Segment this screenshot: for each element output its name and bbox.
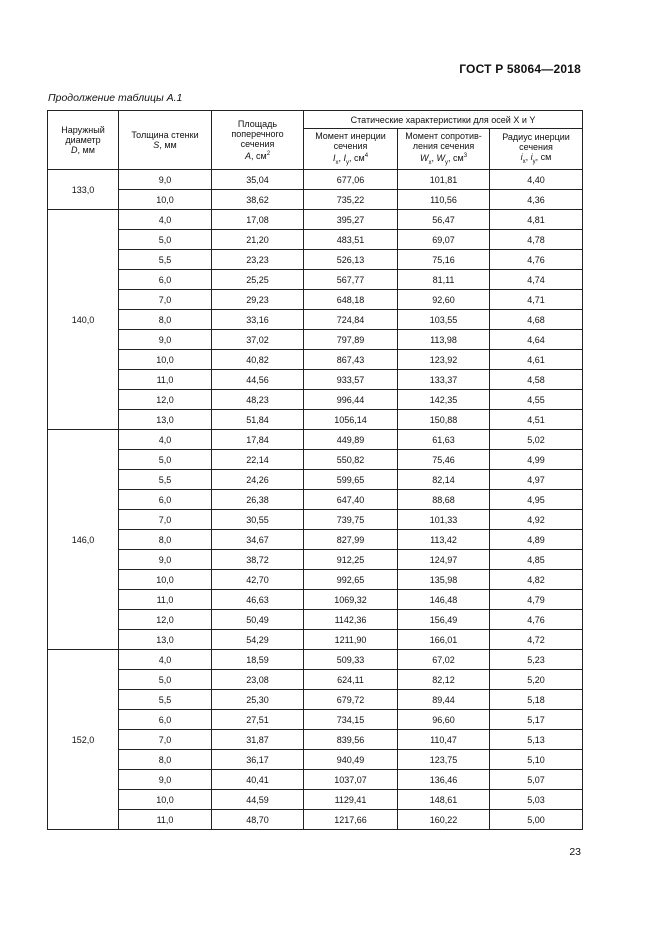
radius-cell: 4,99 xyxy=(490,450,583,470)
radius-cell: 4,76 xyxy=(490,610,583,630)
resistance-cell: 160,22 xyxy=(398,810,490,830)
area-cell: 21,20 xyxy=(212,230,304,250)
thickness-cell: 10,0 xyxy=(119,570,212,590)
inertia-cell: 550,82 xyxy=(304,450,398,470)
table-row xyxy=(48,270,583,290)
resistance-cell: 61,63 xyxy=(398,430,490,450)
radius-cell: 5,18 xyxy=(490,690,583,710)
area-cell: 48,23 xyxy=(212,390,304,410)
inertia-cell: 992,65 xyxy=(304,570,398,590)
header-diameter xyxy=(48,111,119,170)
thickness-cell: 8,0 xyxy=(119,750,212,770)
header-diameter-var: D xyxy=(71,145,78,155)
thickness-cell: 5,5 xyxy=(119,690,212,710)
inertia-cell: 739,75 xyxy=(304,510,398,530)
area-cell: 26,38 xyxy=(212,490,304,510)
thickness-cell: 5,5 xyxy=(119,250,212,270)
area-cell: 42,70 xyxy=(212,570,304,590)
resistance-cell: 166,01 xyxy=(398,630,490,650)
header-radius-s1: x xyxy=(522,158,526,165)
header-thickness-line1: Толщина стенки xyxy=(131,130,199,140)
thickness-cell: 7,0 xyxy=(119,290,212,310)
area-cell: 31,87 xyxy=(212,730,304,750)
radius-cell: 4,36 xyxy=(490,190,583,210)
area-cell: 25,30 xyxy=(212,690,304,710)
inertia-cell: 996,44 xyxy=(304,390,398,410)
header-area-var: A xyxy=(244,151,251,161)
radius-cell: 4,79 xyxy=(490,590,583,610)
inertia-cell: 839,56 xyxy=(304,730,398,750)
table-row xyxy=(48,490,583,510)
diameter-cell: 152,0 xyxy=(48,650,119,830)
document-standard-header: ГОСТ Р 58064—2018 xyxy=(459,62,581,76)
resistance-cell: 56,47 xyxy=(398,210,490,230)
inertia-cell: 679,72 xyxy=(304,690,398,710)
area-cell: 54,29 xyxy=(212,630,304,650)
table-row xyxy=(48,570,583,590)
radius-cell: 5,07 xyxy=(490,770,583,790)
inertia-cell: 567,77 xyxy=(304,270,398,290)
header-resistance-line1: Момент сопротив- xyxy=(405,130,482,141)
thickness-cell: 8,0 xyxy=(119,310,212,330)
area-cell: 51,84 xyxy=(212,410,304,430)
inertia-cell: 648,18 xyxy=(304,290,398,310)
resistance-cell: 103,55 xyxy=(398,310,490,330)
resistance-cell: 75,46 xyxy=(398,450,490,470)
table-row xyxy=(48,390,583,410)
inertia-cell: 1069,32 xyxy=(304,590,398,610)
thickness-cell: 10,0 xyxy=(119,350,212,370)
thickness-cell: 6,0 xyxy=(119,270,212,290)
header-resistance-unit: , см xyxy=(447,152,464,163)
inertia-cell: 1056,14 xyxy=(304,410,398,430)
area-cell: 38,72 xyxy=(212,550,304,570)
table-row xyxy=(48,810,583,830)
radius-cell: 4,58 xyxy=(490,370,583,390)
table-row xyxy=(48,790,583,810)
table-row xyxy=(48,730,583,750)
header-radius-v1: i xyxy=(520,151,523,162)
diameter-cell: 133,0 xyxy=(48,170,119,210)
area-cell: 37,02 xyxy=(212,330,304,350)
inertia-cell: 1129,41 xyxy=(304,790,398,810)
header-thickness-var: S xyxy=(153,140,160,150)
table-row xyxy=(48,190,583,210)
resistance-cell: 82,12 xyxy=(398,670,490,690)
header-resistance-v2: W xyxy=(436,152,445,163)
thickness-cell: 4,0 xyxy=(119,650,212,670)
inertia-cell: 483,51 xyxy=(304,230,398,250)
inertia-cell: 933,57 xyxy=(304,370,398,390)
thickness-cell: 9,0 xyxy=(119,550,212,570)
thickness-cell: 9,0 xyxy=(119,770,212,790)
area-cell: 34,67 xyxy=(212,530,304,550)
radius-cell: 4,81 xyxy=(490,210,583,230)
header-resistance xyxy=(398,129,490,170)
diameter-cell: 146,0 xyxy=(48,430,119,650)
table-row xyxy=(48,210,583,230)
thickness-cell: 6,0 xyxy=(119,490,212,510)
header-area-line3: сечения xyxy=(240,139,275,149)
header-resistance-v1: W xyxy=(419,152,429,163)
inertia-cell: 677,06 xyxy=(304,170,398,190)
header-resistance-sep: , xyxy=(431,152,437,163)
header-resistance-exp: 3 xyxy=(463,152,468,159)
resistance-cell: 82,14 xyxy=(398,470,490,490)
header-inertia-s2: y xyxy=(346,159,349,166)
header-radius-line2: сечения xyxy=(519,141,553,152)
thickness-cell: 5,5 xyxy=(119,470,212,490)
thickness-cell: 9,0 xyxy=(119,330,212,350)
properties-table xyxy=(47,110,583,830)
resistance-cell: 123,92 xyxy=(398,350,490,370)
radius-cell: 4,61 xyxy=(490,350,583,370)
radius-cell: 4,97 xyxy=(490,470,583,490)
thickness-cell: 8,0 xyxy=(119,530,212,550)
header-inertia-v2: I xyxy=(343,152,346,163)
thickness-cell: 11,0 xyxy=(119,370,212,390)
thickness-cell: 5,0 xyxy=(119,450,212,470)
resistance-cell: 75,16 xyxy=(398,250,490,270)
radius-cell: 4,74 xyxy=(490,270,583,290)
table-row xyxy=(48,550,583,570)
inertia-cell: 940,49 xyxy=(304,750,398,770)
thickness-cell: 10,0 xyxy=(119,790,212,810)
inertia-cell: 1217,66 xyxy=(304,810,398,830)
header-thickness-unit: , мм xyxy=(159,140,177,150)
table-row xyxy=(48,530,583,550)
resistance-cell: 96,60 xyxy=(398,710,490,730)
radius-cell: 4,95 xyxy=(490,490,583,510)
header-diameter-unit: , мм xyxy=(77,145,95,155)
radius-cell: 4,68 xyxy=(490,310,583,330)
resistance-cell: 67,02 xyxy=(398,650,490,670)
area-cell: 44,59 xyxy=(212,790,304,810)
header-resistance-s2: y xyxy=(444,159,448,166)
header-inertia-line2: сечения xyxy=(333,140,368,151)
thickness-cell: 12,0 xyxy=(119,390,212,410)
table-row xyxy=(48,750,583,770)
thickness-cell: 4,0 xyxy=(119,210,212,230)
table-row xyxy=(48,630,583,650)
thickness-cell: 5,0 xyxy=(119,670,212,690)
table-row xyxy=(48,170,583,190)
area-cell: 18,59 xyxy=(212,650,304,670)
header-inertia-line1: Момент инерции xyxy=(315,130,386,141)
inertia-cell: 724,84 xyxy=(304,310,398,330)
header-area-exp: 2 xyxy=(266,151,271,157)
table-row xyxy=(48,710,583,730)
header-inertia-sep: , xyxy=(338,152,344,163)
radius-cell: 5,03 xyxy=(490,790,583,810)
resistance-cell: 113,98 xyxy=(398,330,490,350)
thickness-cell: 13,0 xyxy=(119,630,212,650)
radius-cell: 4,55 xyxy=(490,390,583,410)
resistance-cell: 101,81 xyxy=(398,170,490,190)
resistance-cell: 136,46 xyxy=(398,770,490,790)
table-row xyxy=(48,610,583,630)
table-body xyxy=(48,170,583,830)
radius-cell: 5,00 xyxy=(490,810,583,830)
radius-cell: 5,02 xyxy=(490,430,583,450)
thickness-cell: 11,0 xyxy=(119,810,212,830)
area-cell: 50,49 xyxy=(212,610,304,630)
page-number: 23 xyxy=(569,846,581,858)
area-cell: 48,70 xyxy=(212,810,304,830)
table-row xyxy=(48,350,583,370)
table-row xyxy=(48,230,583,250)
radius-cell: 5,13 xyxy=(490,730,583,750)
resistance-cell: 110,56 xyxy=(398,190,490,210)
resistance-cell: 148,61 xyxy=(398,790,490,810)
area-cell: 25,25 xyxy=(212,270,304,290)
header-area-line2: поперечного xyxy=(231,129,284,139)
table-row xyxy=(48,290,583,310)
radius-cell: 4,82 xyxy=(490,570,583,590)
radius-cell: 5,10 xyxy=(490,750,583,770)
inertia-cell: 734,15 xyxy=(304,710,398,730)
table-row xyxy=(48,330,583,350)
header-area-unit: , см xyxy=(250,151,267,161)
resistance-cell: 142,35 xyxy=(398,390,490,410)
table-row xyxy=(48,650,583,670)
table-row xyxy=(48,430,583,450)
area-cell: 22,14 xyxy=(212,450,304,470)
radius-cell: 4,40 xyxy=(490,170,583,190)
area-cell: 24,26 xyxy=(212,470,304,490)
table-caption: Продолжение таблицы А.1 xyxy=(48,92,183,104)
resistance-cell: 110,47 xyxy=(398,730,490,750)
diameter-cell: 140,0 xyxy=(48,210,119,430)
area-cell: 44,56 xyxy=(212,370,304,390)
header-resistance-line2: ления сечения xyxy=(412,140,475,151)
radius-cell: 5,17 xyxy=(490,710,583,730)
resistance-cell: 88,68 xyxy=(398,490,490,510)
table-row xyxy=(48,670,583,690)
header-resistance-s1: x xyxy=(428,159,432,166)
header-diameter-line1: Наружный xyxy=(61,125,105,135)
thickness-cell: 11,0 xyxy=(119,590,212,610)
inertia-cell: 599,65 xyxy=(304,470,398,490)
header-radius xyxy=(490,129,583,170)
inertia-cell: 867,43 xyxy=(304,350,398,370)
thickness-cell: 5,0 xyxy=(119,230,212,250)
resistance-cell: 146,48 xyxy=(398,590,490,610)
table-row xyxy=(48,770,583,790)
resistance-cell: 150,88 xyxy=(398,410,490,430)
resistance-cell: 89,44 xyxy=(398,690,490,710)
header-inertia xyxy=(304,129,398,170)
inertia-cell: 509,33 xyxy=(304,650,398,670)
resistance-cell: 135,98 xyxy=(398,570,490,590)
area-cell: 35,04 xyxy=(212,170,304,190)
header-inertia-unit: , см xyxy=(349,152,365,163)
table-row xyxy=(48,510,583,530)
thickness-cell: 7,0 xyxy=(119,510,212,530)
resistance-cell: 123,75 xyxy=(398,750,490,770)
inertia-cell: 1211,90 xyxy=(304,630,398,650)
table-row xyxy=(48,250,583,270)
inertia-cell: 912,25 xyxy=(304,550,398,570)
radius-cell: 4,72 xyxy=(490,630,583,650)
area-cell: 38,62 xyxy=(212,190,304,210)
resistance-cell: 92,60 xyxy=(398,290,490,310)
header-static-group: Статические характеристики для осей X и Y xyxy=(304,111,583,129)
header-diameter-line2: диаметр xyxy=(65,135,101,145)
table-row xyxy=(48,470,583,490)
radius-cell: 4,89 xyxy=(490,530,583,550)
area-cell: 33,16 xyxy=(212,310,304,330)
thickness-cell: 6,0 xyxy=(119,710,212,730)
thickness-cell: 13,0 xyxy=(119,410,212,430)
area-cell: 29,23 xyxy=(212,290,304,310)
radius-cell: 4,92 xyxy=(490,510,583,530)
resistance-cell: 124,97 xyxy=(398,550,490,570)
area-cell: 46,63 xyxy=(212,590,304,610)
area-cell: 40,41 xyxy=(212,770,304,790)
inertia-cell: 1142,36 xyxy=(304,610,398,630)
table-row xyxy=(48,410,583,430)
radius-cell: 5,20 xyxy=(490,670,583,690)
header-area-line1: Площадь xyxy=(237,119,278,129)
resistance-cell: 156,49 xyxy=(398,610,490,630)
header-radius-v2: i xyxy=(530,151,533,162)
radius-cell: 4,76 xyxy=(490,250,583,270)
table-row xyxy=(48,590,583,610)
header-radius-s2: y xyxy=(532,158,536,165)
radius-cell: 4,71 xyxy=(490,290,583,310)
header-radius-sep: , xyxy=(525,151,531,162)
inertia-cell: 1037,07 xyxy=(304,770,398,790)
radius-cell: 4,85 xyxy=(490,550,583,570)
area-cell: 40,82 xyxy=(212,350,304,370)
header-inertia-exp: 4 xyxy=(364,152,369,159)
area-cell: 27,51 xyxy=(212,710,304,730)
area-cell: 23,23 xyxy=(212,250,304,270)
inertia-cell: 449,89 xyxy=(304,430,398,450)
table-row xyxy=(48,370,583,390)
radius-cell: 5,23 xyxy=(490,650,583,670)
inertia-cell: 624,11 xyxy=(304,670,398,690)
resistance-cell: 81,11 xyxy=(398,270,490,290)
area-cell: 17,84 xyxy=(212,430,304,450)
area-cell: 36,17 xyxy=(212,750,304,770)
inertia-cell: 395,27 xyxy=(304,210,398,230)
table-row xyxy=(48,690,583,710)
inertia-cell: 827,99 xyxy=(304,530,398,550)
inertia-cell: 647,40 xyxy=(304,490,398,510)
radius-cell: 4,78 xyxy=(490,230,583,250)
header-radius-unit: , см xyxy=(535,151,552,162)
radius-cell: 4,51 xyxy=(490,410,583,430)
header-radius-line1: Радиус инерции xyxy=(502,131,570,142)
thickness-cell: 4,0 xyxy=(119,430,212,450)
area-cell: 23,08 xyxy=(212,670,304,690)
inertia-cell: 797,89 xyxy=(304,330,398,350)
header-area xyxy=(212,111,304,170)
radius-cell: 4,64 xyxy=(490,330,583,350)
area-cell: 30,55 xyxy=(212,510,304,530)
inertia-cell: 735,22 xyxy=(304,190,398,210)
resistance-cell: 133,37 xyxy=(398,370,490,390)
inertia-cell: 526,13 xyxy=(304,250,398,270)
header-inertia-s1: x xyxy=(335,159,339,166)
thickness-cell: 7,0 xyxy=(119,730,212,750)
table-row xyxy=(48,310,583,330)
thickness-cell: 10,0 xyxy=(119,190,212,210)
resistance-cell: 69,07 xyxy=(398,230,490,250)
header-thickness xyxy=(119,111,212,170)
thickness-cell: 9,0 xyxy=(119,170,212,190)
resistance-cell: 101,33 xyxy=(398,510,490,530)
table-row xyxy=(48,450,583,470)
header-inertia-v1: I xyxy=(332,152,336,163)
area-cell: 17,08 xyxy=(212,210,304,230)
thickness-cell: 12,0 xyxy=(119,610,212,630)
resistance-cell: 113,42 xyxy=(398,530,490,550)
